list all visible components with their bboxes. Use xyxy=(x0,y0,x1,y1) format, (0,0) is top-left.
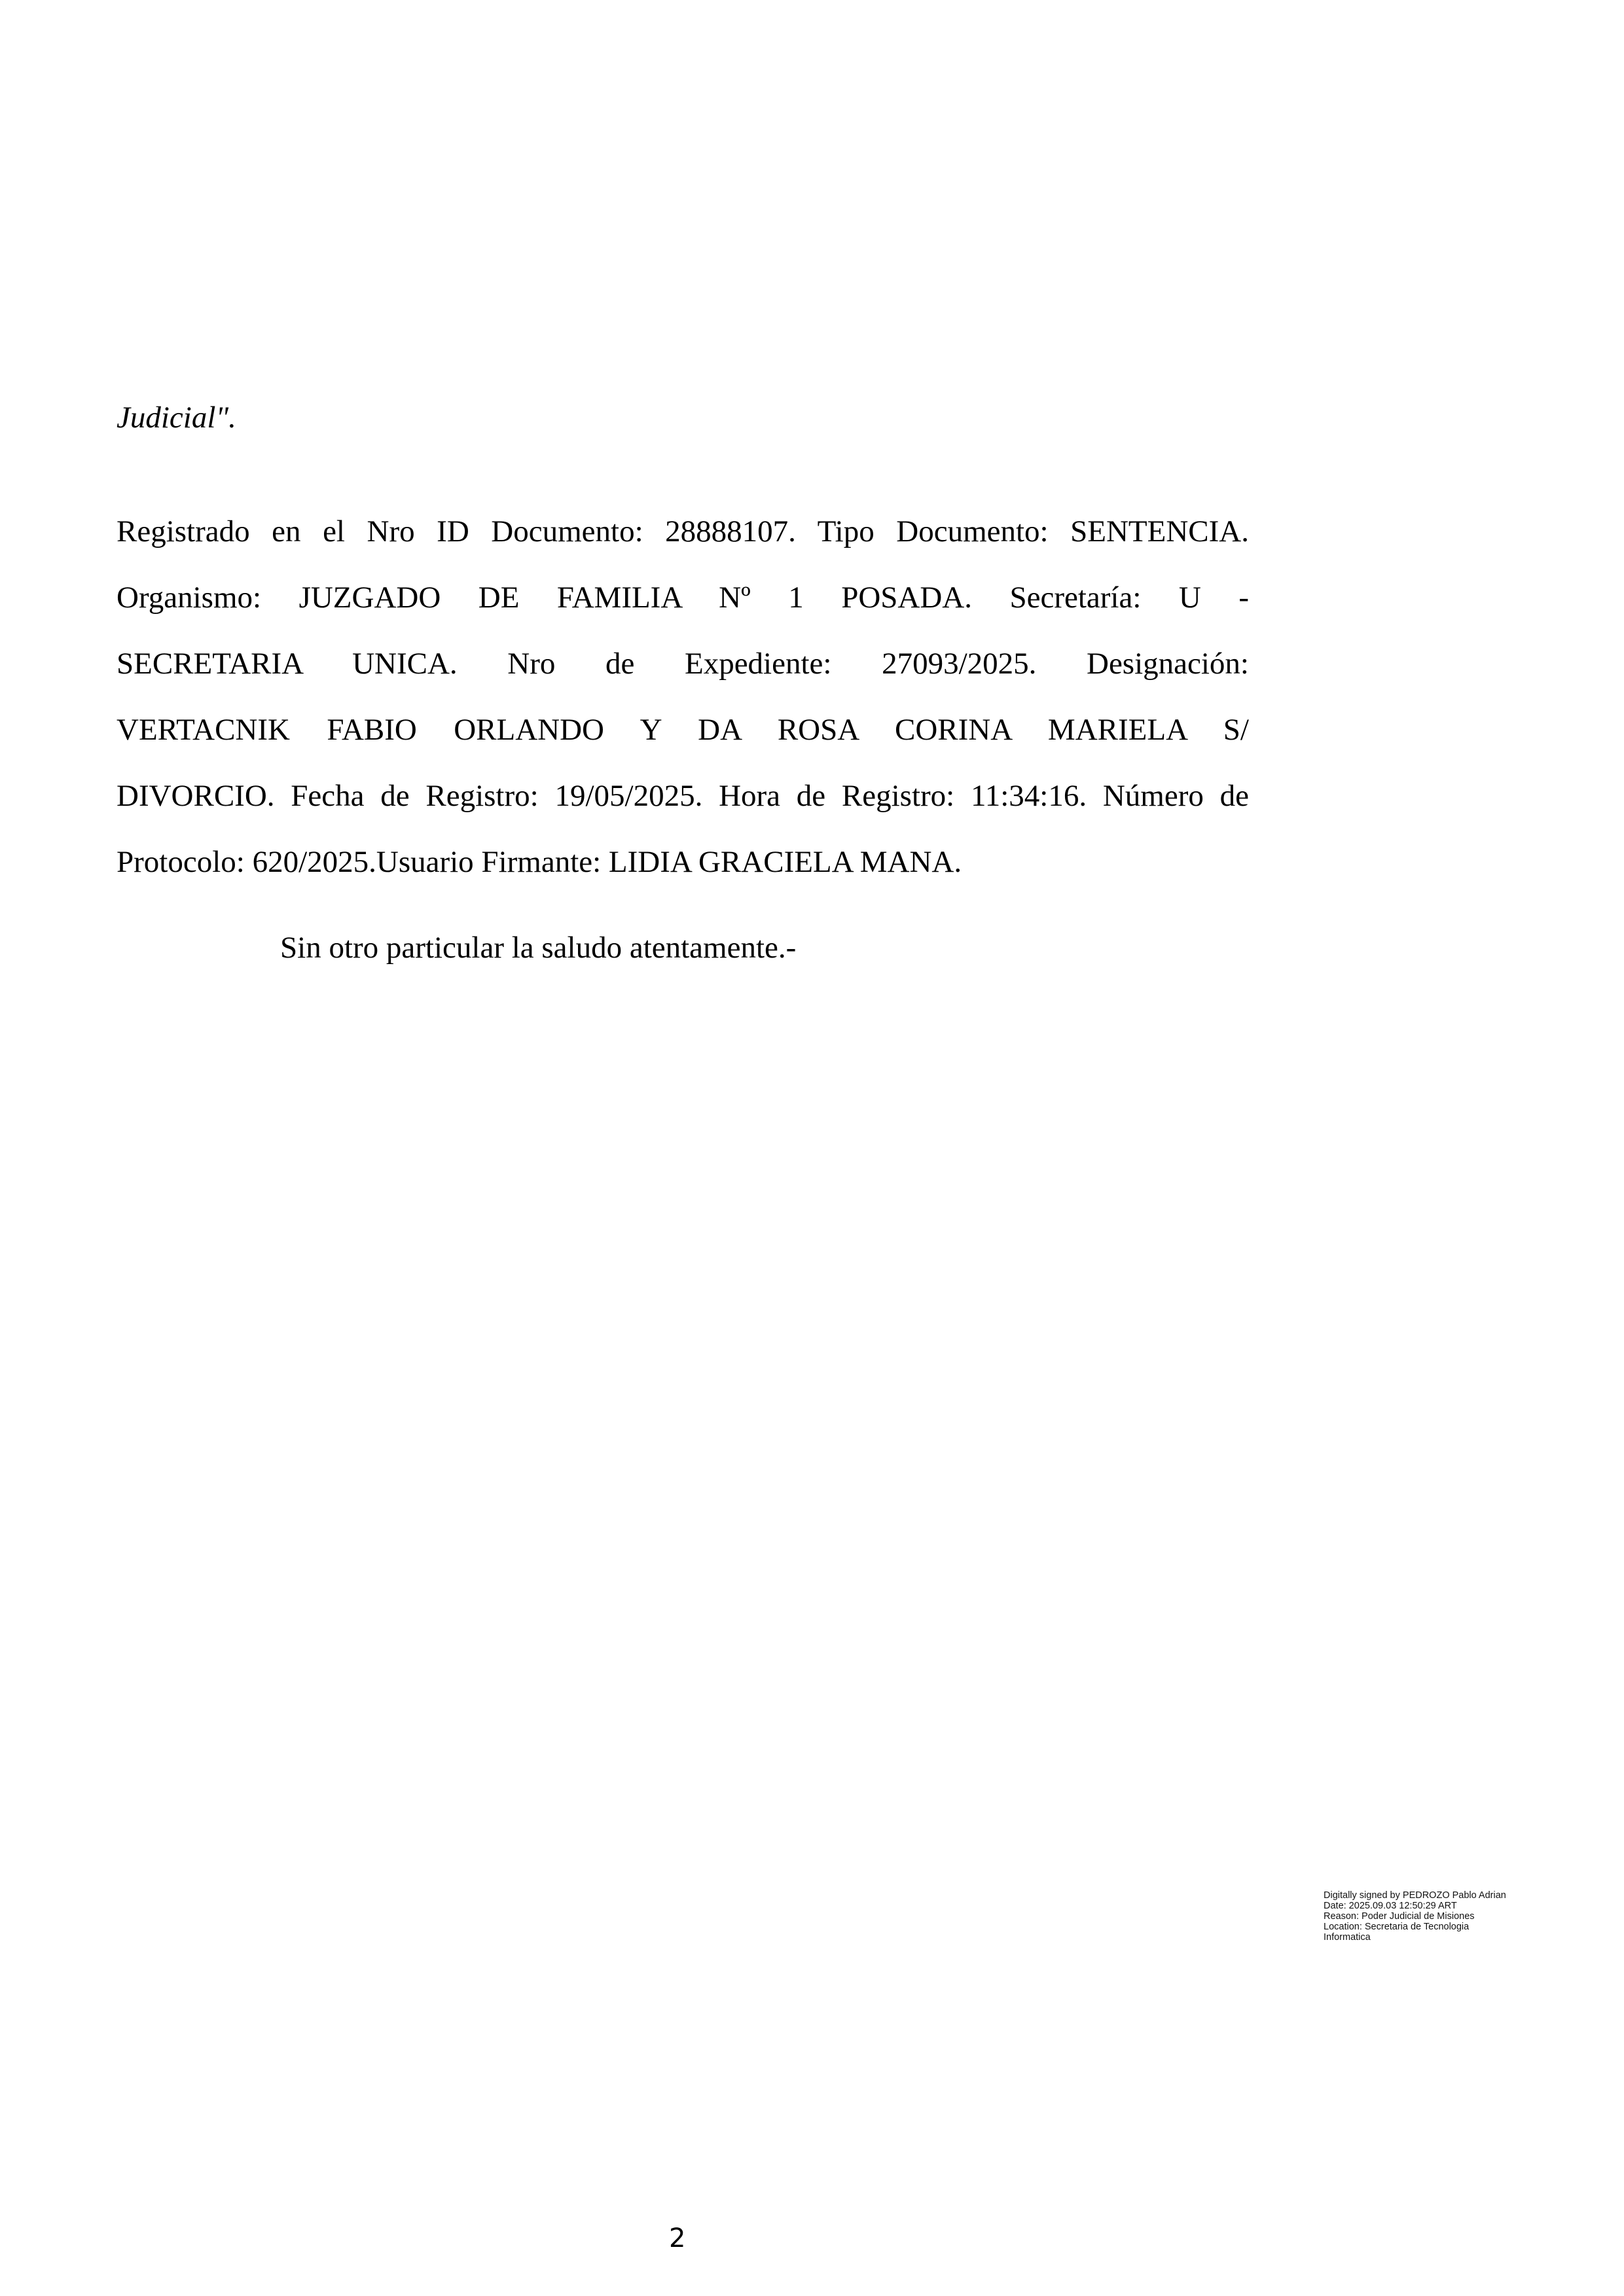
registration-line: VERTACNIK FABIO ORLANDO Y DA ROSA CORINA MARIELA S/ xyxy=(117,713,1249,747)
signature-location: Location: Secretaria de Tecnologia xyxy=(1324,1922,1470,1932)
signature-date: Date: 2025.09.03 12:50:29 ART xyxy=(1324,1901,1457,1911)
registration-line: Registrado en el Nro ID Documento: 28888107. Tipo Documento: SENTENCIA. xyxy=(117,514,1249,548)
registration-line: SECRETARIA UNICA. Nro de Expediente: 27093/2025. Designación: xyxy=(117,647,1249,681)
registration-line: Organismo: JUZGADO DE FAMILIA Nº 1 POSADA. Secretaría: U - xyxy=(117,581,1249,615)
registration-line: DIVORCIO. Fecha de Registro: 19/05/2025. Hora de Registro: 11:34:16. Número de xyxy=(117,779,1249,813)
page-number: 2 xyxy=(669,2223,686,2253)
signature-signed-by: Digitally signed by PEDROZO Pablo Adrian xyxy=(1324,1890,1506,1901)
salutation: Sin otro particular la saludo atentamente.- xyxy=(280,931,797,965)
registration-line: Protocolo: 620/2025.Usuario Firmante: LIDIA GRACIELA MANA. xyxy=(117,845,962,879)
digital-signature-block xyxy=(1324,1890,1572,1943)
closing-fragment: Judicial". xyxy=(117,401,236,435)
signature-reason: Reason: Poder Judicial de Misiones xyxy=(1324,1911,1475,1922)
registration-paragraph xyxy=(117,499,1249,895)
signature-location-cont: Informatica xyxy=(1324,1932,1371,1943)
